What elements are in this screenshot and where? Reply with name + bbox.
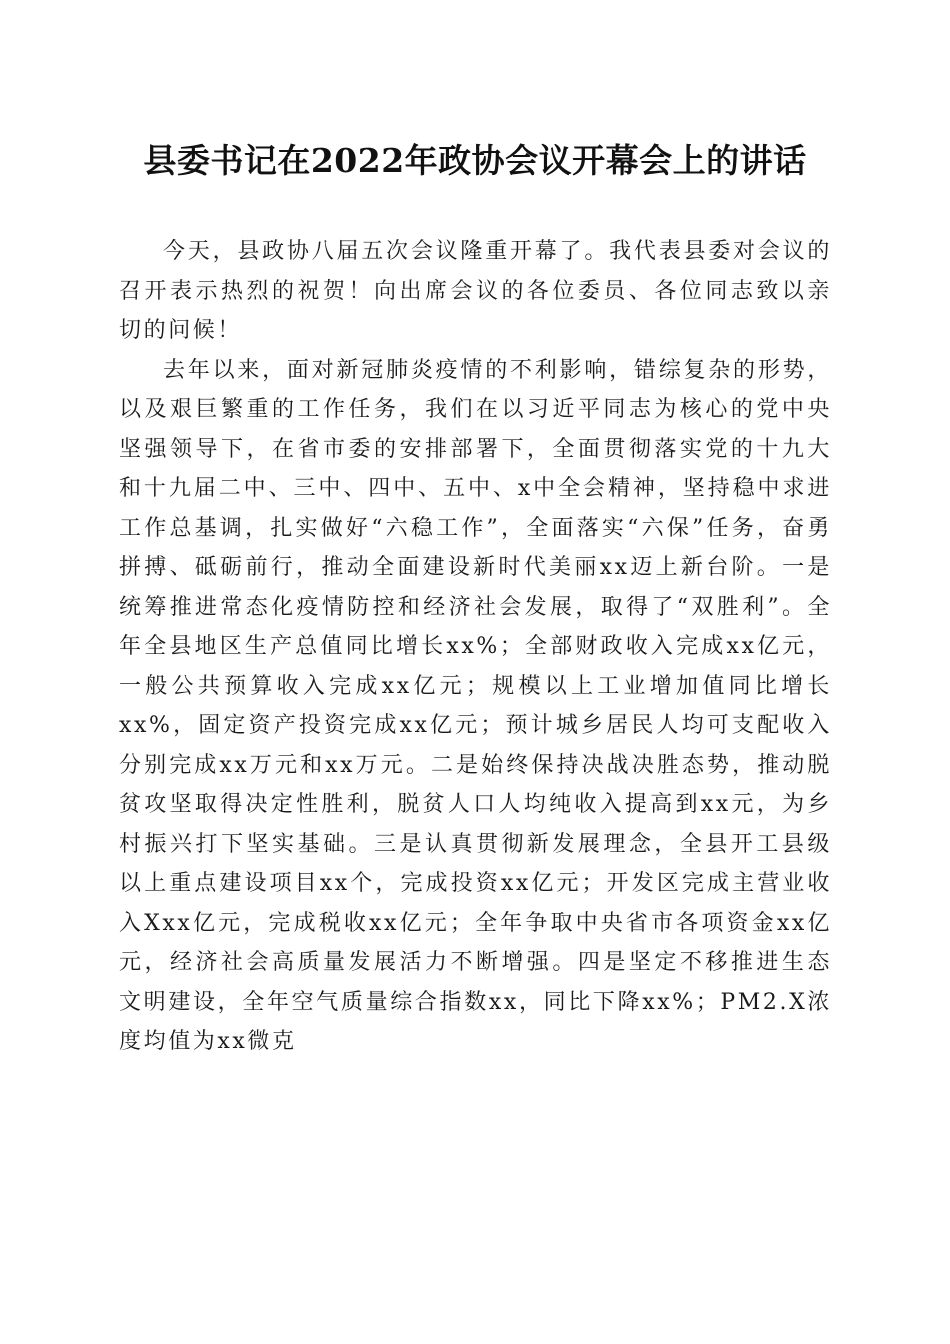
- paragraph-greeting: 今天，县政协八届五次会议隆重开幕了。我代表县委对会议的召开表示热烈的祝贺！向出席会议的各位委员、各位同志致以亲切的问候！: [119, 239, 832, 343]
- document-body: [119, 232, 832, 1062]
- paragraph-review: 去年以来，面对新冠肺炎疫情的不利影响，错综复杂的形势，以及艰巨繁重的工作任务，我们在以习近平同志为核心的党中央坚强领导下，在省市委的安排部署下，全面贯彻落实党的十九大和十九届二中、三中、四中、五中、x中全会精神，坚持稳中求进工作总基调，扎实做好“六稳工作”，全面落实“六保”任务，奋勇拼搏、砥砺前行，推动全面建设新时代美丽xx迈上新台阶。一是统筹推进常态化疫情防控和经济社会发展，取得了“双胜利”。全年全县地区生产总值同比增长xx%；全部财政收入完成xx亿元，一般公共预算收入完成xx亿元；规模以上工业增加值同比增长xx%，固定资产投资完成xx亿元；预计城乡居民人均可支配收入分别完成xx万元和xx万元。二是始终保持决战决胜态势，推动脱贫攻坚取得决定性胜利，脱贫人口人均纯收入提高到xx元，为乡村振兴打下坚实基础。三是认真贯彻新发展理念，全县开工县级以上重点建设项目xx个，完成投资xx亿元；开发区完成主营业收入Xxx亿元，完成税收xx亿元；全年争取中央省市各项资金xx亿元，经济社会高质量发展活力不断增强。四是坚定不移推进生态文明建设，全年空气质量综合指数xx，同比下降xx%；PM2.X浓度均值为xx微克: [119, 357, 832, 1054]
- document-title: 县委书记在2022年政协会议开幕会上的讲话: [143, 141, 807, 180]
